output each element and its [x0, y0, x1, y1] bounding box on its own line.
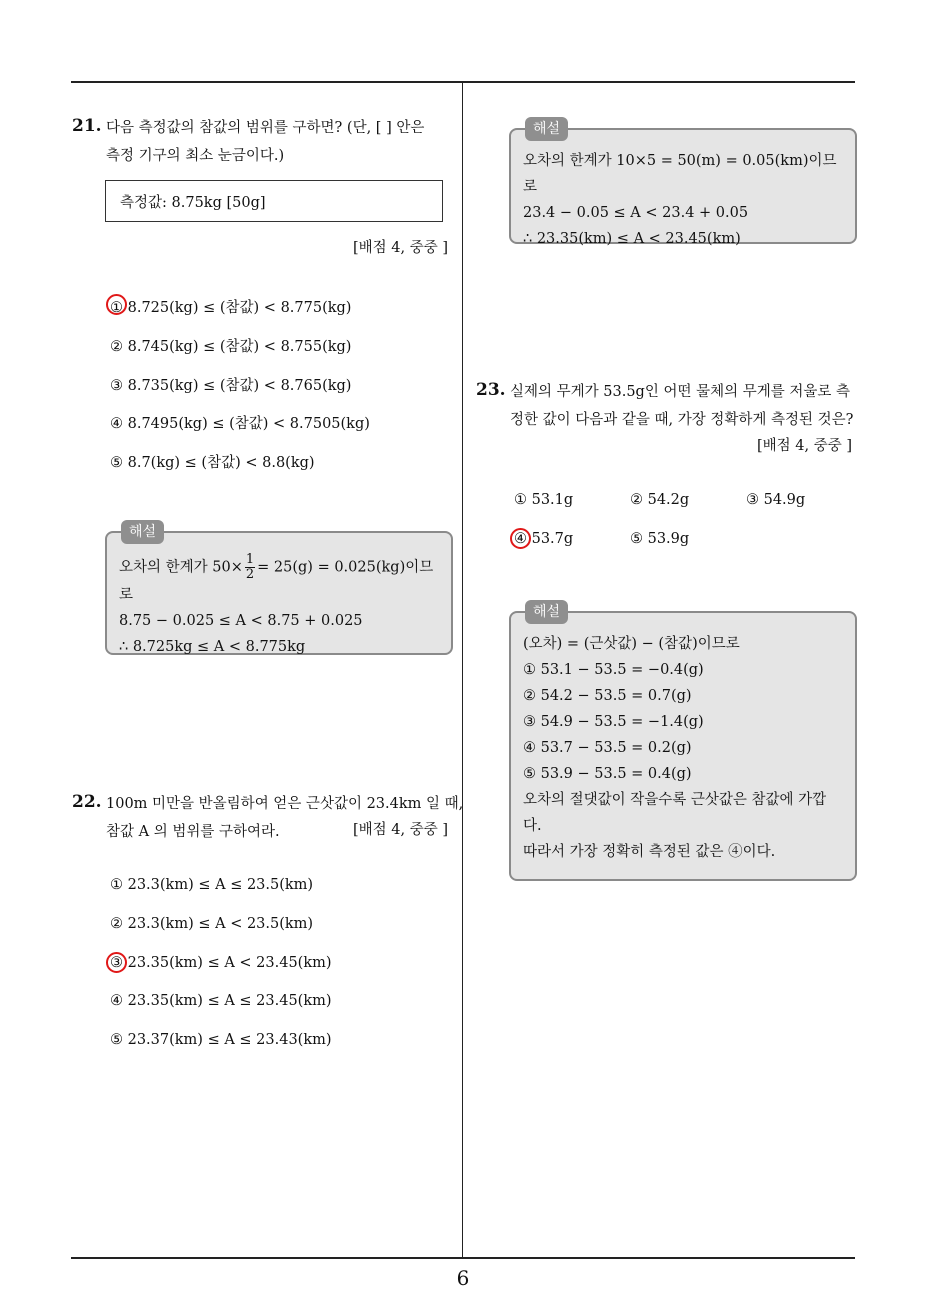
question-21-given-value: 측정값: 8.75kg [50g] — [120, 194, 266, 211]
question-22-option-5[interactable]: ⑤ 23.37(km) ≤ A ≤ 23.43(km) — [110, 1032, 332, 1048]
question-23-solution-line-6: ⑤ 53.9 − 53.5 = 0.4(g) — [523, 766, 692, 782]
question-22-solution-line-1: 오차의 한계가 10×5 = 50(m) = 0.05(km)이므로 — [523, 153, 837, 195]
question-21-option-3[interactable]: ③ 8.735(kg) ≤ (참값) < 8.765(kg) — [110, 378, 352, 394]
question-21-line-1: 다음 측정값의 참값의 범위를 구하면? (단, [ ] 안은 — [106, 120, 425, 136]
question-23-solution-line-3: ② 54.2 − 53.5 = 0.7(g) — [523, 688, 692, 704]
question-23-score-info: [배점 4, 중중 ] — [756, 438, 852, 454]
solution-text: = 25(g) = 0.025(kg)이므로 — [119, 559, 434, 603]
question-23-solution-line-7: 오차의 절댓값이 작을수록 근삿값은 참값에 가깝 — [523, 792, 827, 808]
question-22-option-4[interactable]: ④ 23.35(km) ≤ A ≤ 23.45(km) — [110, 993, 332, 1009]
question-22-line-2: 참값 A 의 범위를 구하여라. — [106, 824, 280, 840]
question-23-solution-line-9: 따라서 가장 정확히 측정된 값은 ④이다. — [523, 844, 776, 860]
fraction — [245, 553, 255, 582]
question-21-option-4[interactable]: ④ 8.7495(kg) ≤ (참값) < 8.7505(kg) — [110, 416, 370, 432]
question-22-selected-mark — [106, 952, 127, 973]
question-21-line-2: 측정 기구의 최소 눈금이다.) — [106, 148, 285, 164]
question-22-option-3[interactable]: ③ 23.35(km) ≤ A < 23.45(km) — [110, 955, 332, 971]
question-22-solution-line-2: 23.4 − 0.05 ≤ A < 23.4 + 0.05 — [523, 205, 749, 221]
fraction-numerator: 1 — [245, 552, 255, 567]
question-21-given-box — [105, 180, 443, 222]
question-23-solution-line-1: (오차) = (근삿값) − (참값)이므로 — [523, 636, 740, 652]
question-21-solution-line-3: ∴ 8.725kg ≤ A < 8.775kg — [119, 639, 306, 655]
fraction-denominator: 2 — [245, 567, 255, 582]
footer-rule — [71, 1257, 855, 1259]
header-rule — [71, 81, 855, 83]
question-21-solution-box — [105, 524, 453, 655]
question-23-solution-box — [509, 604, 857, 881]
question-23-option-5[interactable]: ⑤ 53.9g — [630, 531, 690, 547]
question-23-option-2[interactable]: ② 54.2g — [630, 492, 690, 508]
question-22-line-1: 100m 미만을 반올림하여 얻은 근삿값이 23.4km 일 때, — [106, 796, 464, 812]
question-22-solution-tag: 해설 — [525, 117, 568, 141]
question-22-solution-line-3: ∴ 23.35(km) ≤ A < 23.45(km) — [523, 231, 741, 247]
question-22-score-info: [배점 4, 중중 ] — [352, 822, 448, 838]
question-23-solution-line-5: ④ 53.7 − 53.5 = 0.2(g) — [523, 740, 692, 756]
question-23-solution-tag: 해설 — [525, 600, 568, 624]
question-21-option-1[interactable]: ① 8.725(kg) ≤ (참값) < 8.775(kg) — [110, 300, 352, 316]
question-21-option-2[interactable]: ② 8.745(kg) ≤ (참값) < 8.755(kg) — [110, 339, 352, 355]
column-divider — [462, 82, 463, 1258]
question-21-selected-mark — [106, 294, 127, 315]
question-23-solution-line-8: 다. — [523, 818, 542, 834]
solution-text: 오차의 한계가 50× — [119, 559, 243, 576]
question-21-solution-tag: 해설 — [121, 520, 164, 544]
question-21-solution-line-1 — [119, 553, 439, 608]
question-21-solution-line-2: 8.75 − 0.025 ≤ A < 8.75 + 0.025 — [119, 613, 363, 629]
question-23-option-1[interactable]: ① 53.1g — [514, 492, 574, 508]
question-23-solution-line-2: ① 53.1 − 53.5 = −0.4(g) — [523, 662, 704, 678]
question-23-line-1: 실제의 무게가 53.5g인 어떤 물체의 무게를 저울로 측 — [510, 384, 850, 400]
page-number: 6 — [456, 1266, 470, 1290]
question-23-text — [510, 378, 853, 434]
question-23-line-2: 정한 값이 다음과 같을 때, 가장 정확하게 측정된 것은? — [510, 412, 854, 428]
question-22-option-1[interactable]: ① 23.3(km) ≤ A ≤ 23.5(km) — [110, 877, 314, 893]
question-22-number: 22. — [72, 792, 102, 812]
question-23-selected-mark — [510, 528, 531, 549]
question-21-score-info: [배점 4, 중중 ] — [352, 240, 448, 256]
question-23-option-4[interactable]: ④ 53.7g — [514, 531, 574, 547]
question-23-solution-line-4: ③ 54.9 − 53.5 = −1.4(g) — [523, 714, 704, 730]
question-23-option-3[interactable]: ③ 54.9g — [746, 492, 806, 508]
question-21-option-5[interactable]: ⑤ 8.7(kg) ≤ (참값) < 8.8(kg) — [110, 455, 315, 471]
question-21-text — [106, 114, 424, 170]
question-21-number: 21. — [72, 116, 102, 136]
question-22-option-2[interactable]: ② 23.3(km) ≤ A < 23.5(km) — [110, 916, 314, 932]
question-22-solution-box — [509, 121, 857, 247]
question-23-number: 23. — [476, 380, 506, 400]
